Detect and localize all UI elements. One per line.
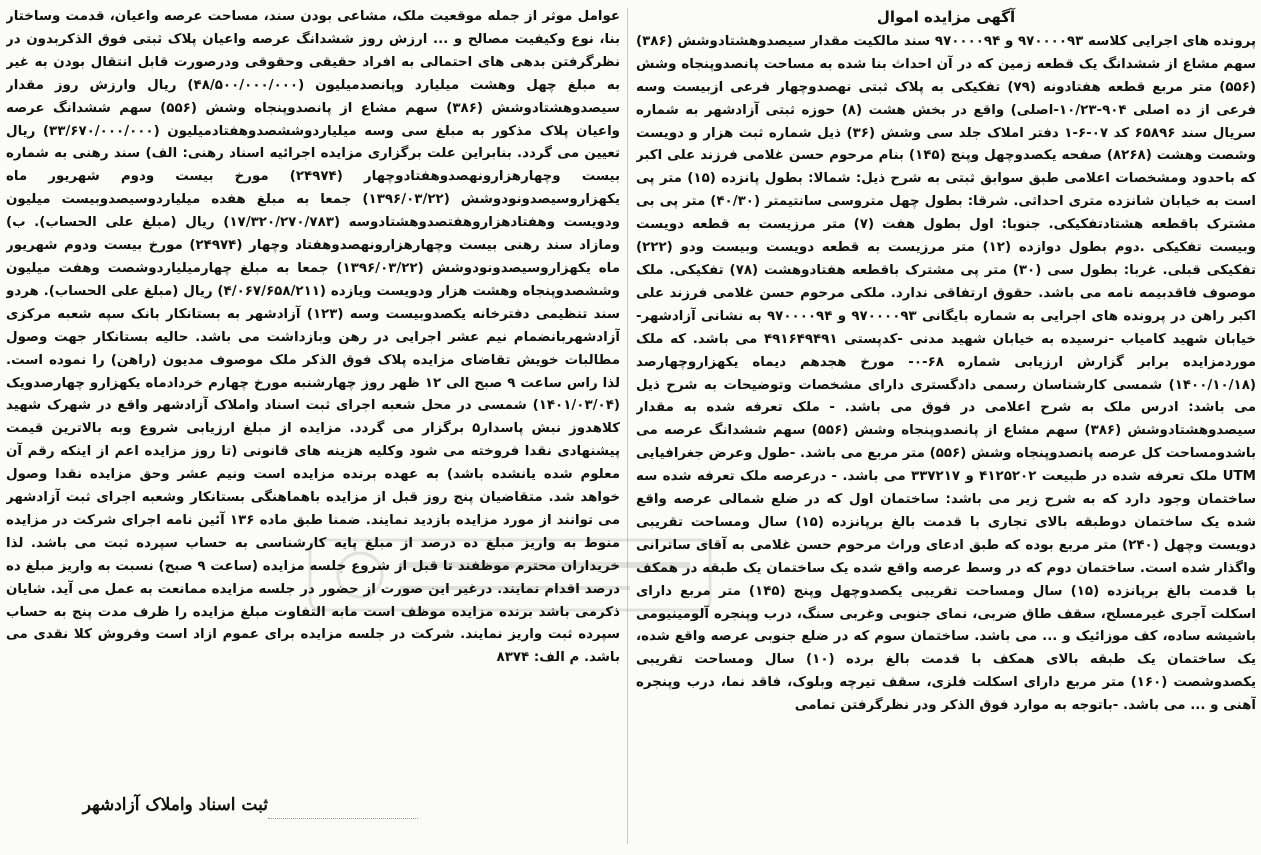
notice-title: آگهی مزایده اموال	[876, 8, 1016, 26]
stamp-line	[268, 818, 418, 845]
column-divider	[627, 8, 628, 844]
notice-left-column	[6, 6, 620, 816]
notice-body-left: عوامل موثر از جمله موقعیت ملک، مشاعی بودن سند، مساحت عرصه واعیان، قدمت وساختار بنا، نوع وکیفیت مصالح و ... ارزش روز ششدانگ عرصه واعیان پلاک ثبتی فوق الذکربدون در نظرگرفتن بدهی های احتمالی به افراد حقیقی وحقوقی ودرصورت قابل انتقال بودن به غیر به مبلغ چهل وهشت میلیارد وپانصدمیلیون (۴۸/۵۰۰/۰۰۰/۰۰۰) ریال وارزش روز مقدار سیصدوهشتادوشش (۳۸۶) سهم مشاع از پانصدوپنجاه وشش (۵۵۶) سهم ششدانگ عرصه واعیان پلاک مذکور به مبلغ سی وسه میلیاردوششصدوهفتادمیلیون (۳۳/۶۷۰/۰۰۰/۰۰۰) ریال تعیین می گردد. بنابراین علت برگزاری مزایده اجرائیه اسناد رهنی: الف) سند رهنی به شماره بیست وچهارهزارونهصدوهفتادوچهار (۲۴۹۷۴) مورخ بیست ودوم شهریور ماه یکهزاروسیصدونودوشش (۱۳۹۶/۰۳/۲۲) جمعا به مبلغ هفده میلیاردوسیصدوبیست میلیون ودویست وهفتادهزاروهفتصدوهشتادوسه (۱۷/۳۲۰/۲۷۰/۷۸۳) ریال (مبلغ علی الحساب). ب) ومازاد سند رهنی بیست وچهارهزارونهصدوهفتاد وچهار (۲۴۹۷۴) مورخ بیست ودوم شهریور ماه یکهزاروسیصدونودوشش (۱۳۹۶/۰۳/۲۲) جمعا به مبلغ چهارمیلیاردوشصت وهفت میلیون وششصدوپنجاه وهشت هزار ودویست ویازده (۴/۰۶۷/۶۵۸/۲۱۱) ریال (مبلغ علی الحساب). هردو سند تنظیمی دفترخانه یکصدوبیست وسه (۱۲۳) آزادشهر به بستانکار بانک سپه شعبه مرکزی آزادشهربانضمام نیم عشر اجرایی در رهن وبازداشت می باشد. حالیه بستانکار جهت وصول مطالبات خویش تقاضای مزایده پلاک فوق الذکر ملک موصوف مدیون (راهن) را نموده است. لذا راس ساعت ۹ صبح الی ۱۲ ظهر روز چهارشنبه مورخ چهارم خردادماه یکهزارو چهارصدویک (۱۴۰۱/۰۳/۰۴) شمسی در محل شعبه اجرای ثبت اسناد واملاک آزادشهر واقع در شهرک شهید کلاهدوز نبش پاسدار۵ برگزار می گردد. مزایده از مبلغ ارزیابی شروع وبه بالاترین قیمت پیشنهادی نقدا فروخته می شود وکلیه هزینه های قانونی (تا روز مزایده اعم از اینکه رقم آن معلوم شده یانشده باشد) به عهده برنده مزایده است ونیم عشر وحق مزایده نقدا وصول خواهد شد. متقاضیان پنج روز قبل از مزایده باهماهنگی بستانکار وشعبه اجرای ثبت آزادشهر می توانند از مورد مزایده بازدید نمایند. ضمنا طبق ماده ۱۳۶ آئین نامه اجرای شرکت در مزایده منوط به واریز مبلغ ده درصد از مبلغ پایه کارشناسی به حساب سپرده ثبت می باشد. لذا خریداران محترم موظفند تا قبل از شروع جلسه مزایده (ساعت ۹ صبح) نسبت به واریز مبلغ ده درصد اقدام نمایند. درغیر این صورت از حضور در جلسه مزایده ممانعت به عمل می آید. شایان ذکرمی باشد برنده مزایده موظف است مابه التفاوت مبلغ مزایده را ظرف مدت پنج به حساب سپرده ثبت واریز نمایند. شرکت در جلسه مزایده برای عموم ازاد است وفروش کلا نقدی می باشد. م الف: ۸۳۷۴	[6, 9, 620, 666]
notice-right-column	[636, 6, 1256, 851]
issuer-signature: ثبت اسناد واملاک آزادشهر	[82, 795, 268, 815]
notice-body-right: پرونده های اجرایی کلاسه ۹۷۰۰۰۰۹۳ و ۹۷۰۰۰۰۹۴ سند مالکیت مقدار سیصدوهشتادوشش (۳۸۶) سهم مشاع از ششدانگ یک قطعه زمین که در آن احداث بنا شده به مساحت پانصدوپنجاه وشش (۵۵۶) متر مربع قطعه هفتادونه (۷۹) تفکیکی به پلاک ثبتی نهصدوچهار فرعی ازبیست وسه فرعی از ده اصلی ۹۰۴-۱۰/۲۳-اصلی) واقع در بخش هشت (۸) حوزه ثبتی آزادشهر به شماره سریال سند ۶۵۸۹۶ کد ۰۷-۶-۱ دفتر املاک جلد سی وشش (۳۶) ذیل شماره ثبت هزار و دویست وشصت وهشت (۸۲۶۸) صفحه یکصدوچهل وپنج (۱۴۵) بنام مرحوم حسن غلامی فرزند علی اکبر که باحدود ومشخصات اعلامی طبق سوابق ثبتی به شرح ذیل: شمالا: بطول پانزده (۱۵) متر پی است به خیابان شانزده متری احداثی. شرقا: بطول چهل متروسی سانتیمتر (۴۰/۳۰) متر پی بی مشترک باقطعه هشتادتفکیکی. جنوبا: اول بطول هفت (۷) متر مرزیست به قطعه دویست وبیست تفکیکی .دوم بطول دوازده (۱۲) متر مرزیست به قطعه دویست وبیست ودو (۲۲۲) تفکیکی قبلی. غربا: بطول سی (۳۰) متر پی مشترک باقطعه هفتادوهشت (۷۸) تفکیکی. ملک موصوف فاقدبیمه نامه می باشد. حقوق ارتفاقی ندارد. ملکی مرحوم حسن غلامی فرزند علی اکبر راهن در پرونده های اجرایی به شماره بایگانی ۹۷۰۰۰۰۹۳ و ۹۷۰۰۰۰۹۴ به نشانی آزادشهر-خیابان شهید کامیاب -نرسیده به خیابان شهید مدنی -کدپستی ۴۹۱۶۴۹۴۹۱ می باشد. که ملک موردمزایده برابر گزارش ارزیابی شماره ۶۸-۰- مورخ هجدهم دیماه یکهزاروچهارصد (۱۴۰۰/۱۰/۱۸) شمسی کارشناسان رسمی دادگستری دارای مشخصات وتوضیحات به شرح ذیل می باشد: ادرس ملک به شرح اعلامی در فوق می باشد. - ملک تعرفه شده به مقدار سیصدوهشتادوشش (۳۸۶) سهم مشاع از پانصدوپنجاه وشش (۵۵۶) سهم ششدانگ عرصه می باشدومساحت کل عرصه پانصدوپنجاه وشش (۵۵۶) متر مربع می باشد. -طول وعرض جغرافیایی UTM ملک تعرفه شده در طبیعت ۴۱۲۵۲۰۲ و ۳۳۷۲۱۷ می باشد. - درعرصه ملک تعرفه شده سه ساختمان وجود دارد که به شرح زیر می باشد: ساختمان اول که در ضلع شمالی عرصه واقع شده یک ساختمان دوطبقه بالای تجاری با قدمت بالغ برپانزده (۱۵) سال ومساحت تقریبی دویست وچهل (۲۴۰) متر مربع بوده که طبق ادعای وراث مرحوم حسن غلامی به آقای ساترانی واگذار شده است. ساختمان دوم که در وسط عرصه واقع شده یک ساختمان یک طبقه در همکف با قدمت بالغ برپانزده (۱۵) سال ومساحت تقریبی یکصدوچهل وپنج (۱۴۵) متر مربع دارای اسکلت آجری غیرمسلح، سقف طاق ضربی، نمای جنوبی وغربی سنگ، درب وپنجره آلومینیومی باشیشه ساده، کف موزائیک و ... می باشد. ساختمان سوم که در ضلع جنوبی عرصه واقع شده، یک ساختمان یک طبقه بالای همکف با قدمت بالغ برده (۱۰) سال ومساحت تقریبی یکصدوشصت (۱۶۰) متر مربع دارای اسکلت فلزی، سقف تیرچه وبلوک، فاقد نما، درب وپنجره آهنی و ... می باشد. -باتوجه به موارد فوق الذکر ودر نظرگرفتن تمامی	[636, 33, 1256, 714]
